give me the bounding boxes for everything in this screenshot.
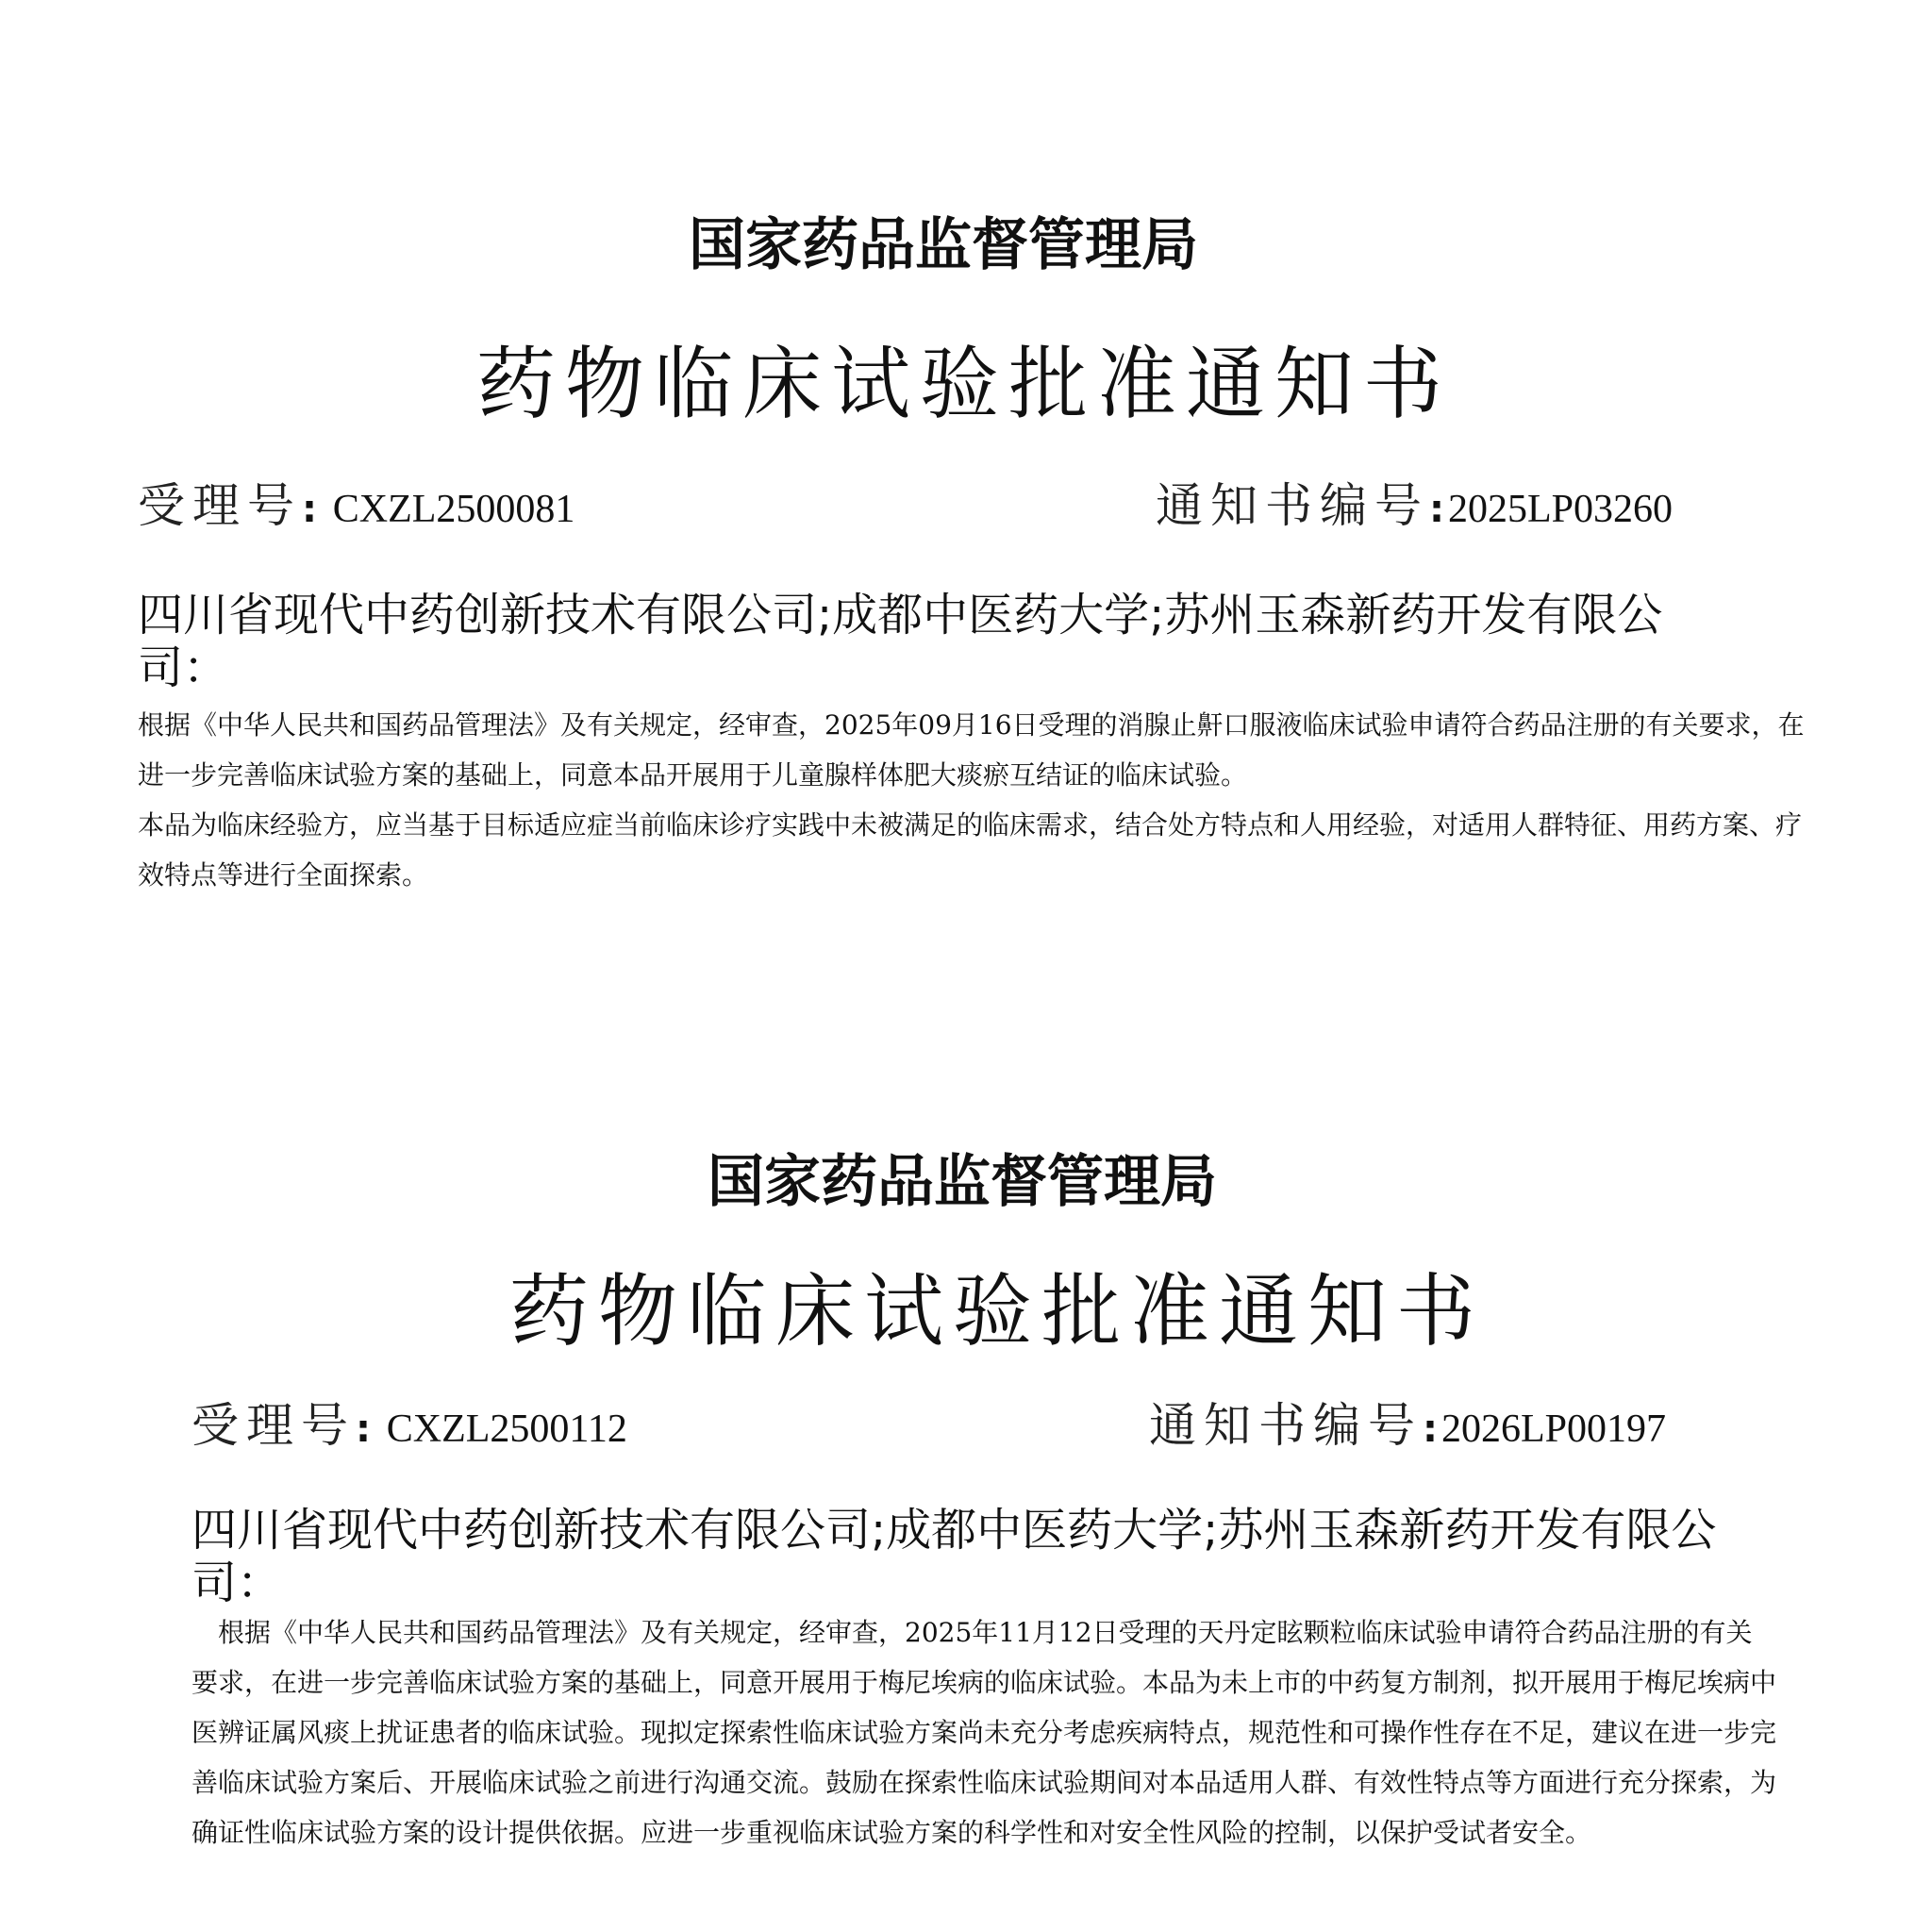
notice-number-label: 通知书编号	[1149, 1398, 1423, 1453]
acceptance-number-value: CXZL2500081	[332, 488, 575, 531]
notice-number-value: 2025LP03260	[1448, 488, 1674, 531]
agency-name: 国家药品监督管理局	[708, 1149, 1217, 1215]
acceptance-number-value: CXZL2500112	[386, 1407, 627, 1451]
notice-body	[192, 1607, 1776, 1857]
recipient-line-1: 四川省现代中药创新技术有限公司;成都中医药大学;苏州玉森新药开发有限公	[138, 589, 1663, 641]
agency-name: 国家药品监督管理局	[689, 212, 1198, 278]
recipient-line-2: 司：	[192, 1557, 283, 1609]
recipient-line-2: 司：	[138, 641, 229, 694]
colon: :	[356, 1407, 371, 1451]
acceptance-number-row	[192, 1399, 627, 1456]
document-title: 药物临床试验批准通知书	[509, 1265, 1486, 1357]
body-paragraph: 根据《中华人民共和国药品管理法》及有关规定，经审查，2025年11月12日受理的天丹定眩颗粒临床试验申请符合药品注册的有关要求，在进一步完善临床试验方案的基础上，同意开展用于梅尼埃病的临床试验。本品为未上市的中药复方制剂，拟开展用于梅尼埃病中医辨证属风痰上扰证患者的临床试验。现拟定探索性临床试验方案尚未充分考虑疾病特点，规范性和可操作性存在不足，建议在进一步完善临床试验方案后、开展临床试验之前进行沟通交流。鼓励在探索性临床试验期间对本品适用人群、有效性特点等方面进行充分探索，为确证性临床试验方案的设计提供依据。应进一步重视临床试验方案的科学性和对安全性风险的控制，以保护受试者安全。	[192, 1617, 1777, 1848]
recipient-line-1: 四川省现代中药创新技术有限公司;成都中医药大学;苏州玉森新药开发有限公	[192, 1504, 1717, 1557]
colon: :	[1429, 488, 1444, 531]
notice-number-value: 2026LP00197	[1441, 1407, 1667, 1451]
acceptance-number-label: 受理号	[192, 1398, 356, 1453]
document-title: 药物临床试验批准通知书	[476, 338, 1453, 430]
recipient	[192, 1504, 1795, 1609]
recipient	[138, 589, 1798, 694]
acceptance-number-label: 受理号	[138, 478, 302, 533]
body-paragraph: 根据《中华人民共和国药品管理法》及有关规定，经审查，2025年09月16日受理的消腺止鼾口服液临床试验申请符合药品注册的有关要求，在进一步完善临床试验方案的基础上，同意本品开展用于儿童腺样体肥大痰瘀互结证的临床试验。	[138, 709, 1805, 791]
colon: :	[302, 488, 317, 531]
colon: :	[1423, 1407, 1438, 1451]
notice-number-row	[1156, 479, 1673, 536]
notice-number-label: 通知书编号	[1156, 478, 1429, 533]
acceptance-number-row	[138, 479, 575, 536]
notice-body	[138, 700, 1817, 900]
body-paragraph: 本品为临床经验方，应当基于目标适应症当前临床诊疗实践中未被满足的临床需求，结合处方特点和人用经验，对适用人群特征、用药方案、疗效特点等进行全面探索。	[138, 809, 1803, 891]
notice-number-row	[1149, 1399, 1666, 1456]
